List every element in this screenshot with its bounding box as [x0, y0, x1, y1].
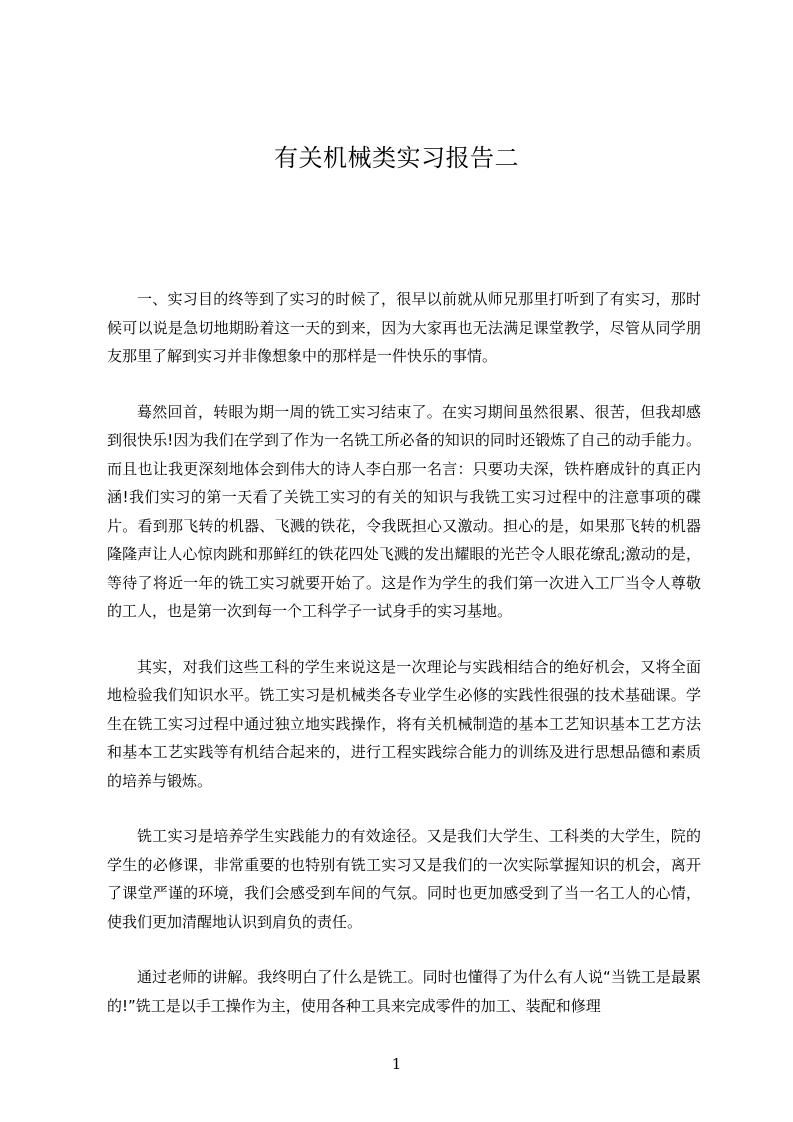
document-title: 有关机械类实习报告二 — [274, 144, 519, 172]
paragraph-teacher-explanation: 通过老师的讲解。我终明白了什么是铣工。同时也懂得了为什么有人说“当铣工是最累的!”铣工是以手工操作为主，使用各种工具来完成零件的加工、装配和修理 — [107, 968, 701, 1015]
paragraph-theory-practice: 其实，对我们这些工科的学生来说这是一次理论与实践相结合的绝好机会，又将全面地检验我们知识水平。铣工实习是机械类各专业学生必修的实践性很强的技术基础课。学生在铣工实习过程中通过独立地实践操作，将有关机械制造的基本工艺知识基本工艺方法和基本工艺实践等有机结合起来的，进行工程实践综合能力的训练及进行思想品德和素质的培养与锻炼。 — [107, 657, 701, 790]
paragraph-reflection: 蓦然回首，转眼为期一周的铣工实习结束了。在实习期间虽然很累、很苦，但我却感到很快乐!因为我们在学到了作为一名铣工所必备的知识的同时还锻炼了自己的动手能力。而且也让我更深刻地体会到伟大的诗人李白那一名言：只要功夫深，铁杵磨成针的真正内涵!我们实习的第一天看了关铣工实习的有关的知识与我铣工实习过程中的注意事项的碟片。看到那飞转的机器、飞溅的铁花，令我既担心又激动。担心的是，如果那飞转的机器隆隆声让人心惊肉跳和那鲜红的铁花四处飞溅的发出耀眼的光芒令人眼花缭乱;激动的是，等待了将近一年的铣工实习就要开始了。这是作为学生的我们第一次进入工厂当令人尊敬的工人，也是第一次到每一个工科学子一试身手的实习基地。 — [107, 402, 701, 620]
paragraph-practical-ability: 铣工实习是培养学生实践能力的有效途径。又是我们大学生、工科类的大学生，院的学生的必修课，非常重要的也特别有铣工实习又是我们的一次实际掌握知识的机会，离开了课堂严谨的环境，我们会感受到车间的气氛。同时也更加感受到了当一名工人的心情，使我们更加清醒地认识到肩负的责任。 — [107, 827, 701, 931]
paragraph-objective: 一、实习目的终等到了实习的时候了，很早以前就从师兄那里打听到了有实习，那时候可以说是急切地期盼着这一天的到来，因为大家再也无法满足课堂教学，尽管从同学朋友那里了解到实习并非像想象中的那样是一件快乐的事情。 — [107, 290, 701, 365]
document-body — [107, 285, 701, 1047]
page-number: 1 — [391, 1055, 402, 1073]
